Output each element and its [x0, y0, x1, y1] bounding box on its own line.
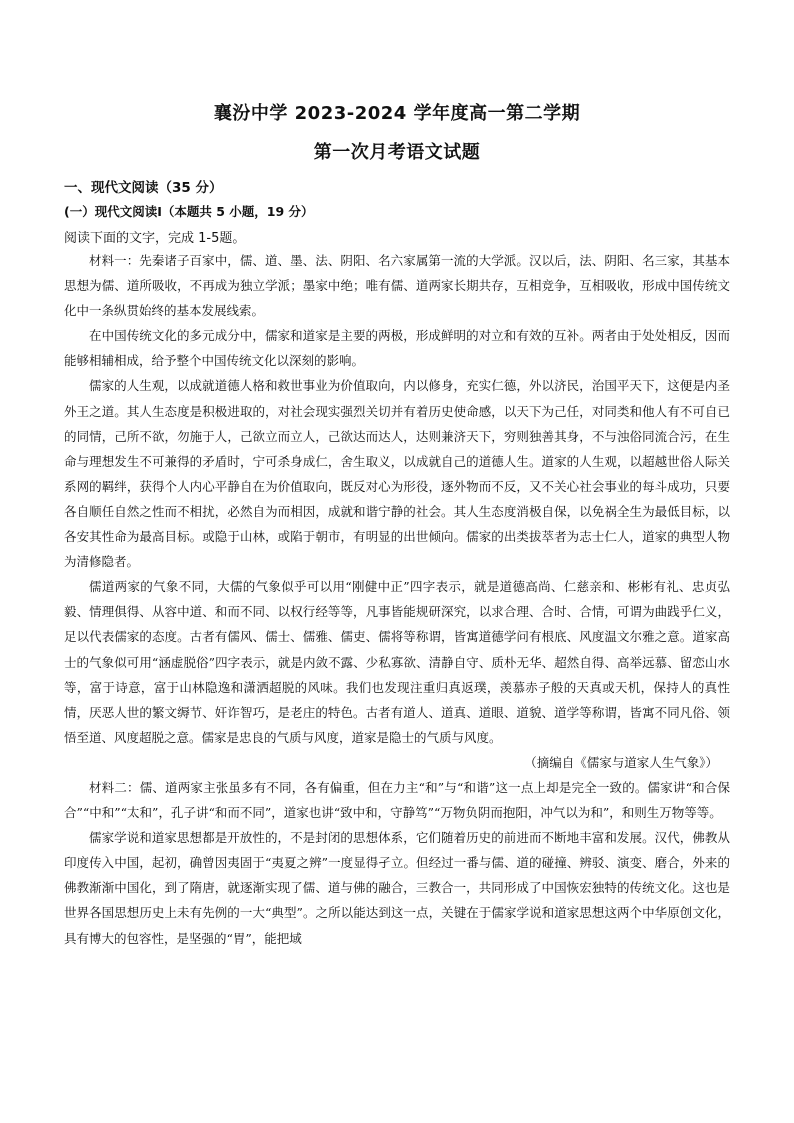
material1-paragraph-4: 儒道两家的气象不同，大儒的气象似乎可以用“刚健中正”四字表示，就是道德高尚、仁慈亲和、彬彬有礼、忠贞弘毅、情理俱得、从容中道、和而不同、以权行经等等，凡事皆能规研深究，以求合理、合时、合情，可谓为曲践乎仁义，足以代表儒家的态度。古者有儒风、儒士、儒雅、儒吏、儒将等称谓，皆寓道德学问有根底、风度温文尔雅之意。道家高士的气象似可用“涵虚脱俗”四字表示，就是内敛不露、少私寡欲、清静自守、质朴无华、超然自得、高举远慕、留恋山水等，富于诗意，富于山林隐逸和潇洒超脱的风味。我们也发现注重归真返璞，羡慕赤子般的天真或天机，保持人的真性情，厌恶人世的繁文缛节、奸诈智巧，是老庄的特色。古者有道人、道真、道眼、道貌、道学等称谓，皆寓不同凡俗、领悟至道、风度超脱之意。儒家是忠良的气质与风度，道家是隐士的气质与风度。	[64, 579, 730, 745]
material2-paragraph-2: 儒家学说和道家思想都是开放性的，不是封闭的思想体系，它们随着历史的前进而不断地丰富和发展。汉代，佛教从印度传入中国，起初，确曾因夷固于“夷夏之辨”一度显得孑立。但经过一番与儒、道的碰撞、辨驳、演变、磨合，外来的佛教渐渐中国化，到了隋唐，就逐渐实现了儒、道与佛的融合，三教合一，共同形成了中国恢宏独特的传统文化。这也是世界各国思想历史上未有先例的一大“典型”。之所以能达到这一点，关键在于儒家学说和道家思想这两个中华原创文化，具有博大的包容性，是坚强的“胃”，能把域	[64, 830, 730, 946]
reading-passage	[64, 248, 730, 951]
subsection-heading: (一）现代文阅读Ⅰ（本题共 5 小题，19 分）	[64, 204, 314, 219]
exam-title-line2: 第一次月考语文试题	[313, 142, 481, 163]
material1-paragraph-1: 材料一：先秦诸子百家中，儒、道、墨、法、阴阳、名六家属第一流的大学派。汉以后，法、阴阳、名三家，其基本思想为儒、道所吸收，不再成为独立学派；墨家中绝；唯有儒、道两家长期共存，互相竞争，互相吸收，形成中国传统文化中一条纵贯始终的基本发展线索。	[64, 253, 730, 319]
reading-instruction: 阅读下面的文字，完成 1-5题。	[64, 231, 246, 246]
material2-paragraph-1: 材料二：儒、道两家主张虽多有不同，各有偏重，但在力主“和”与“和谐”这一点上却是完全一致的。儒家讲“和合保合”“中和”“太和”，孔子讲“和而不同”，道家也讲“致中和，守静笃”“万物负阴而抱阳，冲气以为和”，和则生万物等等。	[64, 779, 730, 821]
material1-paragraph-2: 在中国传统文化的多元成分中，儒家和道家是主要的两极，形成鲜明的对立和有效的互补。两者由于处处相反，因而能够相辅相成，给予整个中国传统文化以深刻的影响。	[64, 328, 730, 369]
material1-source: （摘编自《儒家与道家人生气象》）	[524, 754, 718, 770]
exam-title-line1: 襄汾中学 2023-2024 学年度高一第二学期	[213, 103, 581, 124]
section-heading: 一、现代文阅读（35 分）	[64, 180, 223, 196]
material1-paragraph-3: 儒家的人生观，以成就道德人格和救世事业为价值取向，内以修身，充实仁德，外以济民，治国平天下，这便是内圣外王之道。其人生态度是积极进取的，对社会现实强烈关切并有着历史使命感，以天下为己任，对同类和他人有不可自已的同情，己所不欲，勿施于人，己欲立而立人，己欲达而达人，达则兼济天下，穷则独善其身，不与浊俗同流合污，在生命与理想发生不可兼得的矛盾时，宁可杀身成仁，舍生取义，以成就自己的道德人生。道家的人生观，以超越世俗人际关系网的羁绊，获得个人内心平静自在为价值取向，既反对心为形役，逐外物而不反，又不关心社会事业的每斗成功，只要各自顺任自然之性而不相扰，必然自为而相因，成就和谐宁静的社会。其人生态度消极自保，以免祸全生为最低目标，以各安其性命为最高目标。或隐于山林，或陷于朝市，有明显的出世倾向。儒家的出类拔萃者为志士仁人，道家的典型人物为清修隐者。	[64, 378, 730, 570]
